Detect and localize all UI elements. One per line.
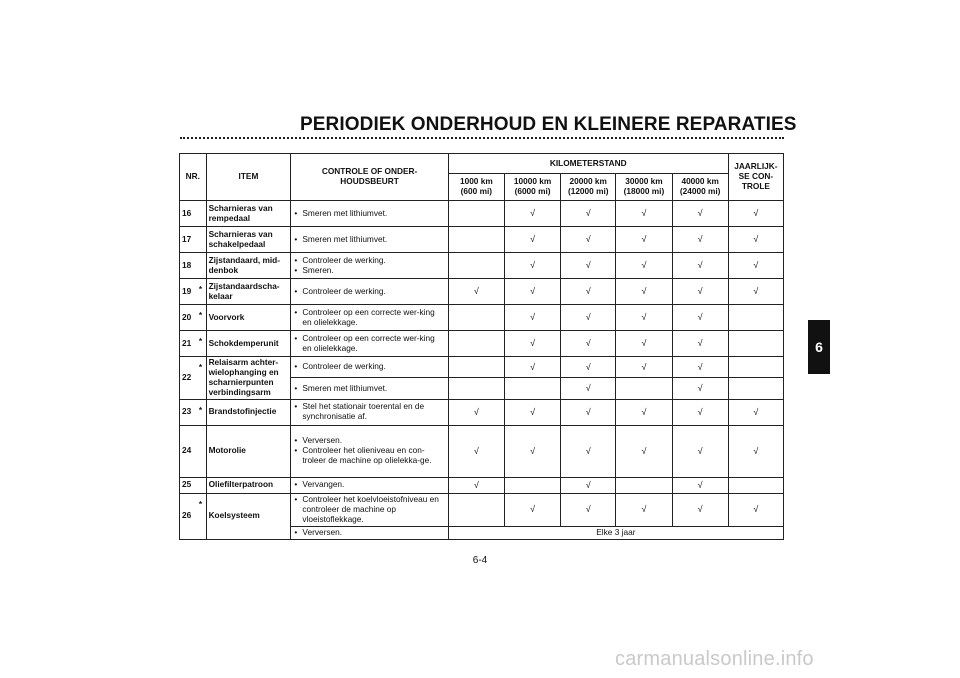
action-text: • Verversen. — [293, 528, 445, 538]
check-mark-cell: √ — [728, 399, 783, 425]
row-action — [291, 399, 448, 425]
check-mark-cell: √ — [504, 305, 560, 331]
check-mark-cell: √ — [672, 425, 728, 477]
check-mark-cell: √ — [728, 227, 783, 253]
check-mark-cell: √ — [504, 253, 560, 279]
check-mark-cell: √ — [672, 493, 728, 526]
check-mark-cell — [728, 305, 783, 331]
header-yearly: JAARLIJK-SE CON-TROLE — [728, 154, 783, 201]
action-text: • Verversen. — [293, 436, 445, 446]
check-mark-cell — [504, 378, 560, 399]
check-mark-cell: √ — [561, 305, 616, 331]
check-mark-cell — [448, 253, 504, 279]
table-row — [180, 201, 784, 227]
row-number: 25 — [180, 477, 199, 493]
check-mark-cell: √ — [616, 425, 672, 477]
row-number: 21 — [180, 331, 199, 357]
page-number: 6-4 — [472, 555, 488, 566]
check-mark-cell: √ — [561, 331, 616, 357]
row-number: 26 — [180, 493, 199, 539]
check-mark-cell: √ — [448, 477, 504, 493]
check-mark-cell — [728, 357, 783, 378]
check-mark-cell: √ — [672, 253, 728, 279]
check-mark-cell — [616, 477, 672, 493]
action-text: • Controleer op een correcte wer-king en olielekkage. — [293, 308, 445, 328]
row-action — [291, 378, 448, 399]
watermark: carmanualsonline.info — [615, 648, 814, 670]
emission-star — [199, 425, 206, 477]
check-mark-cell: √ — [672, 331, 728, 357]
check-mark-cell: √ — [561, 201, 616, 227]
check-mark-cell: √ — [561, 279, 616, 305]
emission-star: * — [199, 357, 206, 400]
row-item: Scharnieras van schakelpedaal — [206, 227, 291, 253]
row-action — [291, 227, 448, 253]
check-mark-cell: √ — [672, 378, 728, 399]
emission-star: * — [199, 493, 206, 539]
check-mark-cell: √ — [616, 357, 672, 378]
check-mark-cell: √ — [672, 357, 728, 378]
row-action — [291, 253, 448, 279]
row-item: Koelsysteem — [206, 493, 291, 539]
emission-star: * — [199, 279, 206, 305]
check-mark-cell — [448, 227, 504, 253]
header-item: ITEM — [206, 154, 291, 201]
check-mark-cell — [616, 378, 672, 399]
table-row — [180, 357, 784, 378]
check-mark-cell: √ — [672, 477, 728, 493]
action-text: • Controleer het olieniveau en con-troleer de machine op olielekka-ge. — [293, 446, 445, 466]
row-action — [291, 305, 448, 331]
row-number: 22 — [180, 357, 199, 400]
header-check: CONTROLE OF ONDER-HOUDSBEURT — [291, 154, 448, 201]
check-mark-cell: √ — [561, 493, 616, 526]
check-mark-cell: √ — [448, 399, 504, 425]
check-mark-cell: √ — [504, 425, 560, 477]
check-mark-cell — [448, 331, 504, 357]
check-mark-cell — [728, 331, 783, 357]
action-text: • Vervangen. — [293, 480, 445, 490]
check-mark-cell: √ — [616, 493, 672, 526]
table-row — [180, 477, 784, 493]
header-km-group: KILOMETERSTAND — [448, 154, 728, 174]
action-text: • Controleer het koelvloeistofniveau en controleer de machine op vloeistoflekkage. — [293, 495, 445, 525]
row-number: 19 — [180, 279, 199, 305]
check-mark-cell: √ — [504, 493, 560, 526]
check-mark-cell: √ — [728, 425, 783, 477]
row-item: Scharnieras van rempedaal — [206, 201, 291, 227]
check-mark-cell: √ — [561, 378, 616, 399]
check-mark-cell: √ — [728, 279, 783, 305]
row-item: Zijstandaard, mid-denbok — [206, 253, 291, 279]
check-mark-cell: √ — [616, 331, 672, 357]
table-row — [180, 253, 784, 279]
row-item: Motorolie — [206, 425, 291, 477]
emission-star — [199, 227, 206, 253]
row-number: 16 — [180, 201, 199, 227]
check-mark-cell: √ — [728, 493, 783, 526]
check-mark-cell: √ — [561, 477, 616, 493]
check-mark-cell: √ — [448, 279, 504, 305]
row-action — [291, 493, 448, 526]
header-km-20000: 20000 km (12000 mi) — [561, 174, 616, 201]
action-text: • Controleer de werking. — [293, 287, 445, 297]
table-row — [180, 493, 784, 526]
page-title: PERIODIEK ONDERHOUD EN KLEINERE REPARATIES — [300, 114, 797, 135]
row-action — [291, 331, 448, 357]
row-item: Voorvork — [206, 305, 291, 331]
emission-star — [199, 201, 206, 227]
action-text: • Smeren met lithiumvet. — [293, 384, 445, 394]
row-number: 24 — [180, 425, 199, 477]
table-row — [180, 331, 784, 357]
check-mark-cell: √ — [561, 425, 616, 477]
table-row — [180, 227, 784, 253]
emission-star: * — [199, 331, 206, 357]
header-km-40000: 40000 km (24000 mi) — [672, 174, 728, 201]
chapter-tab: 6 — [808, 320, 830, 374]
check-mark-cell — [448, 305, 504, 331]
row-item: Zijstandaardscha-kelaar — [206, 279, 291, 305]
action-text: • Controleer de werking. — [293, 362, 445, 372]
check-mark-cell: √ — [616, 305, 672, 331]
row-action — [291, 425, 448, 477]
check-mark-cell — [448, 201, 504, 227]
row-action — [291, 526, 448, 539]
row-item: Relaisarm achter-wielophanging en scharnierpunten verbindingsarm — [206, 357, 291, 400]
action-text: • Smeren met lithiumvet. — [293, 209, 445, 219]
schedule-body — [180, 201, 784, 540]
check-mark-cell: √ — [561, 357, 616, 378]
row-item: Oliefilterpatroon — [206, 477, 291, 493]
check-mark-cell: √ — [504, 357, 560, 378]
check-mark-cell: √ — [561, 253, 616, 279]
table-row — [180, 279, 784, 305]
check-mark-cell: √ — [504, 399, 560, 425]
check-mark-cell: √ — [728, 253, 783, 279]
check-mark-cell: √ — [561, 399, 616, 425]
check-mark-cell: √ — [616, 253, 672, 279]
row-number: 20 — [180, 305, 199, 331]
row-number: 18 — [180, 253, 199, 279]
title-divider — [180, 137, 784, 139]
check-mark-cell: √ — [672, 201, 728, 227]
emission-star: * — [199, 305, 206, 331]
check-mark-cell: √ — [616, 279, 672, 305]
row-item: Brandstofinjectie — [206, 399, 291, 425]
action-text: • Controleer op een correcte wer-king en olielekkage. — [293, 334, 445, 354]
row-action — [291, 477, 448, 493]
check-mark-cell: √ — [616, 201, 672, 227]
check-mark-cell: √ — [616, 227, 672, 253]
action-text: • Controleer de werking. — [293, 256, 445, 266]
check-mark-cell: √ — [504, 227, 560, 253]
header-nr: NR. — [180, 154, 207, 201]
table-row — [180, 399, 784, 425]
check-mark-cell: √ — [504, 201, 560, 227]
check-mark-cell — [448, 357, 504, 378]
check-mark-cell — [504, 477, 560, 493]
check-mark-cell — [728, 378, 783, 399]
header-km-10000: 10000 km (6000 mi) — [504, 174, 560, 201]
check-mark-cell: √ — [561, 227, 616, 253]
row-action — [291, 357, 448, 378]
row-action — [291, 201, 448, 227]
row-action — [291, 279, 448, 305]
check-mark-cell: √ — [672, 399, 728, 425]
check-mark-cell: √ — [672, 279, 728, 305]
row-number: 23 — [180, 399, 199, 425]
emission-star: * — [199, 399, 206, 425]
check-mark-cell — [448, 378, 504, 399]
action-text: • Smeren. — [293, 266, 445, 276]
check-mark-cell: √ — [616, 399, 672, 425]
table-row — [180, 305, 784, 331]
action-text: • Smeren met lithiumvet. — [293, 235, 445, 245]
check-mark-cell — [448, 493, 504, 526]
header-km-1000: 1000 km (600 mi) — [448, 174, 504, 201]
check-mark-cell: √ — [504, 331, 560, 357]
check-mark-cell — [728, 477, 783, 493]
table-row — [180, 425, 784, 477]
emission-star — [199, 477, 206, 493]
check-mark-cell: √ — [672, 227, 728, 253]
row-number: 17 — [180, 227, 199, 253]
emission-star — [199, 253, 206, 279]
check-mark-cell: √ — [504, 279, 560, 305]
check-mark-cell: √ — [672, 305, 728, 331]
header-km-30000: 30000 km (18000 mi) — [616, 174, 672, 201]
action-text: • Stel het stationair toerental en de synchronisatie af. — [293, 402, 445, 422]
interval-text: Elke 3 jaar — [448, 526, 783, 539]
check-mark-cell: √ — [728, 201, 783, 227]
check-mark-cell: √ — [448, 425, 504, 477]
maintenance-schedule-table — [179, 153, 784, 540]
row-item: Schokdemperunit — [206, 331, 291, 357]
